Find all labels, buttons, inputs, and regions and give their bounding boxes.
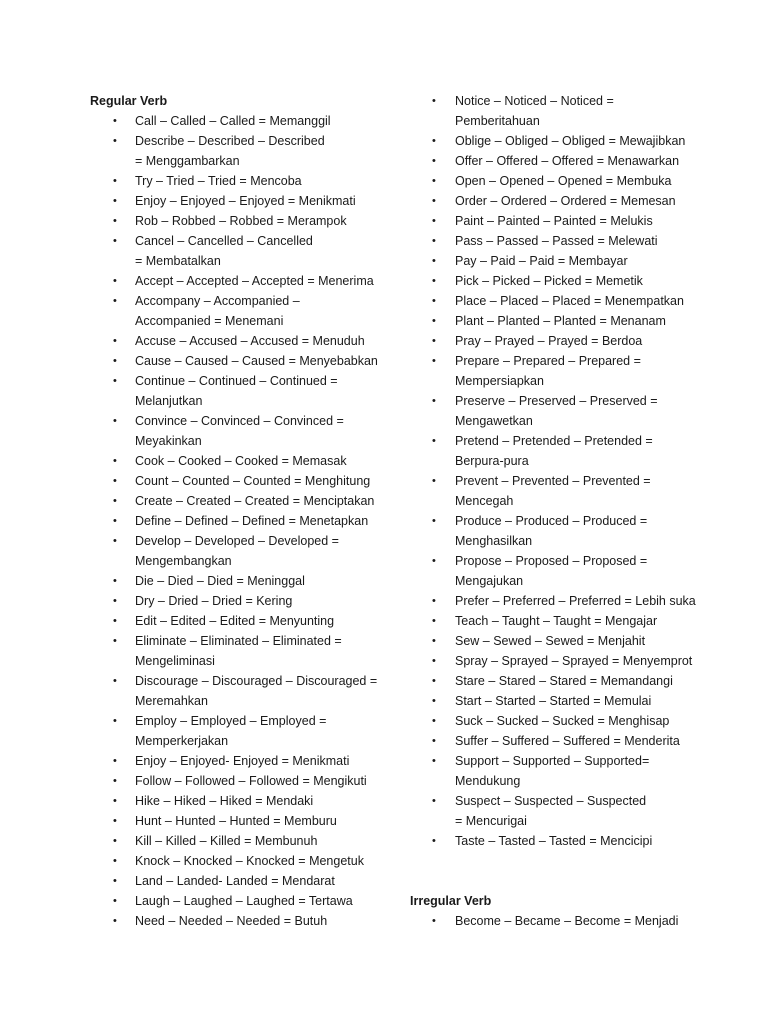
verb-list-item	[410, 831, 710, 851]
irregular-verb-list	[410, 911, 710, 931]
verb-entry-text: Suffer – Suffered – Suffered = Menderita	[455, 734, 680, 748]
bullet-icon: •	[432, 295, 436, 307]
verb-list-item	[90, 271, 400, 291]
verb-entry-text: Stare – Stared – Stared = Memandangi	[455, 674, 673, 688]
verb-list-item	[410, 171, 710, 191]
verb-entry-text: Die – Died – Died = Meninggal	[135, 574, 305, 588]
verb-list-item	[90, 131, 400, 171]
bullet-icon: •	[113, 475, 117, 487]
verb-list-item	[90, 831, 400, 851]
verb-list-item	[90, 531, 400, 571]
regular-verb-list	[90, 111, 400, 931]
bullet-icon: •	[113, 115, 117, 127]
verb-entry-text: Hike – Hiked – Hiked = Mendaki	[135, 794, 314, 808]
verb-entry-text: Mengembangkan	[135, 554, 232, 568]
verb-list-item	[410, 791, 710, 831]
bullet-icon: •	[113, 495, 117, 507]
verb-entry-text: Start – Started – Started = Memulai	[455, 694, 652, 708]
verb-list-item	[410, 911, 710, 931]
bullet-icon: •	[113, 715, 117, 727]
verb-list-item	[410, 271, 710, 291]
verb-list-item	[410, 251, 710, 271]
bullet-icon: •	[113, 615, 117, 627]
verb-list-item	[410, 471, 710, 511]
verb-entry-text: Prevent – Prevented – Prevented =	[455, 474, 651, 488]
bullet-icon: •	[432, 175, 436, 187]
verb-entry-text: Discourage – Discouraged – Discouraged =	[135, 674, 378, 688]
verb-list-item	[90, 231, 400, 271]
verb-list-item	[90, 111, 400, 131]
verb-entry-text: Develop – Developed – Developed =	[135, 534, 339, 548]
verb-entry-text: Produce – Produced – Produced =	[455, 514, 648, 528]
verb-entry-text: Land – Landed- Landed = Mendarat	[135, 874, 335, 888]
bullet-icon: •	[432, 435, 436, 447]
verb-entry-text: Mendukung	[455, 774, 521, 788]
verb-entry-text: Sew – Sewed – Sewed = Menjahit	[455, 634, 646, 648]
verb-entry-text: Pemberitahuan	[455, 114, 540, 128]
verb-list-item	[410, 671, 710, 691]
bullet-icon: •	[113, 515, 117, 527]
bullet-icon: •	[432, 275, 436, 287]
bullet-icon: •	[113, 915, 117, 927]
verb-entry-text: Create – Created – Created = Menciptakan	[135, 494, 375, 508]
verb-list-item	[90, 871, 400, 891]
bullet-icon: •	[432, 675, 436, 687]
bullet-icon: •	[113, 215, 117, 227]
bullet-icon: •	[113, 455, 117, 467]
verb-entry-text: Pray – Prayed – Prayed = Berdoa	[455, 334, 643, 348]
bullet-icon: •	[113, 295, 117, 307]
verb-entry-text: Follow – Followed – Followed = Mengikuti	[135, 774, 367, 788]
verb-entry-text: Need – Needed – Needed = Butuh	[135, 914, 328, 928]
verb-list-item	[90, 511, 400, 531]
bullet-icon: •	[432, 835, 436, 847]
verb-entry-text: Cause – Caused – Caused = Menyebabkan	[135, 354, 378, 368]
bullet-icon: •	[113, 135, 117, 147]
verb-list-item	[90, 851, 400, 871]
bullet-icon: •	[113, 775, 117, 787]
verb-list-item	[410, 91, 710, 131]
verb-list-item	[90, 771, 400, 791]
verb-entry-text: Prepare – Prepared – Prepared =	[455, 354, 641, 368]
verb-entry-text: Accompany – Accompanied –	[135, 294, 300, 308]
verb-list-item	[410, 691, 710, 711]
verb-list-item	[410, 291, 710, 311]
verb-list-item	[90, 591, 400, 611]
verb-entry-text: Teach – Taught – Taught = Mengajar	[455, 614, 658, 628]
bullet-icon: •	[113, 835, 117, 847]
verb-entry-text: Dry – Dried – Dried = Kering	[135, 594, 293, 608]
bullet-icon: •	[432, 915, 436, 927]
verb-entry-text: Berpura-pura	[455, 454, 529, 468]
left-column	[90, 91, 400, 931]
verb-list-item	[90, 671, 400, 711]
verb-list-item	[90, 751, 400, 771]
verb-entry-text: Taste – Tasted – Tasted = Mencicipi	[455, 834, 653, 848]
verb-entry-text: Accept – Accepted – Accepted = Menerima	[135, 274, 374, 288]
verb-list-item	[410, 351, 710, 391]
verb-entry-text: Pretend – Pretended – Pretended =	[455, 434, 653, 448]
bullet-icon: •	[113, 855, 117, 867]
bullet-icon: •	[113, 795, 117, 807]
verb-entry-text: Suspect – Suspected – Suspected	[455, 794, 647, 808]
verb-entry-text: Place – Placed – Placed = Menempatkan	[455, 294, 684, 308]
verb-list-item	[90, 911, 400, 931]
verb-entry-text: Mengajukan	[455, 574, 524, 588]
bullet-icon: •	[432, 335, 436, 347]
verb-list-item	[90, 411, 400, 451]
verb-list-item	[90, 331, 400, 351]
verb-entry-text: Hunt – Hunted – Hunted = Memburu	[135, 814, 337, 828]
verb-list-item	[90, 611, 400, 631]
verb-entry-text: Accompanied = Menemani	[135, 314, 284, 328]
bullet-icon: •	[432, 215, 436, 227]
bullet-icon: •	[113, 355, 117, 367]
bullet-icon: •	[432, 135, 436, 147]
verb-entry-text: Offer – Offered – Offered = Menawarkan	[455, 154, 680, 168]
verb-list-item	[410, 191, 710, 211]
bullet-icon: •	[113, 175, 117, 187]
bullet-icon: •	[113, 195, 117, 207]
verb-entry-text: Prefer – Preferred – Preferred = Lebih suka	[455, 594, 696, 608]
bullet-icon: •	[113, 375, 117, 387]
bullet-icon: •	[432, 235, 436, 247]
irregular-verb-heading: Irregular Verb	[410, 894, 492, 908]
verb-list-item	[90, 171, 400, 191]
bullet-icon: •	[432, 475, 436, 487]
verb-entry-text: Pick – Picked – Picked = Memetik	[455, 274, 643, 288]
verb-list-item	[90, 571, 400, 591]
bullet-icon: •	[113, 235, 117, 247]
verb-entry-text: Propose – Proposed – Proposed =	[455, 554, 648, 568]
verb-list-item	[410, 731, 710, 751]
bullet-icon: •	[432, 655, 436, 667]
verb-entry-text: = Membatalkan	[135, 254, 221, 268]
verb-entry-text: Melanjutkan	[135, 394, 203, 408]
verb-list-item	[410, 311, 710, 331]
bullet-icon: •	[432, 515, 436, 527]
bullet-icon: •	[432, 635, 436, 647]
bullet-icon: •	[113, 275, 117, 287]
bullet-icon: •	[113, 815, 117, 827]
bullet-icon: •	[113, 675, 117, 687]
verb-list-item	[410, 151, 710, 171]
verb-list-item	[90, 371, 400, 411]
verb-entry-text: Suck – Sucked – Sucked = Menghisap	[455, 714, 670, 728]
verb-entry-text: Call – Called – Called = Memanggil	[135, 114, 331, 128]
verb-list-item	[90, 451, 400, 471]
verb-entry-text: Pass – Passed – Passed = Melewati	[455, 234, 658, 248]
bullet-icon: •	[432, 615, 436, 627]
verb-list-item	[90, 471, 400, 491]
verb-list-item	[90, 711, 400, 751]
verb-list-item	[90, 791, 400, 811]
bullet-icon: •	[113, 415, 117, 427]
verb-entry-text: Edit – Edited – Edited = Menyunting	[135, 614, 335, 628]
verb-entry-text: Notice – Noticed – Noticed =	[455, 94, 614, 108]
bullet-icon: •	[432, 755, 436, 767]
bullet-icon: •	[432, 395, 436, 407]
bullet-icon: •	[113, 875, 117, 887]
verb-entry-text: Meremahkan	[135, 694, 208, 708]
verb-entry-text: Rob – Robbed – Robbed = Merampok	[135, 214, 347, 228]
verb-entry-text: Support – Supported – Supported=	[455, 754, 650, 768]
bullet-icon: •	[432, 155, 436, 167]
verb-entry-text: Cancel – Cancelled – Cancelled	[135, 234, 313, 248]
verb-entry-text: Convince – Convinced – Convinced =	[135, 414, 344, 428]
bullet-icon: •	[113, 575, 117, 587]
verb-entry-text: Laugh – Laughed – Laughed = Tertawa	[135, 894, 353, 908]
bullet-icon: •	[432, 95, 436, 107]
verb-entry-text: Describe – Described – Described	[135, 134, 325, 148]
verb-list-item	[90, 491, 400, 511]
verb-entry-text: Continue – Continued – Continued =	[135, 374, 338, 388]
verb-entry-text: Define – Defined – Defined = Menetapkan	[135, 514, 369, 528]
verb-entry-text: Mengawetkan	[455, 414, 533, 428]
verb-list-item	[410, 211, 710, 231]
bullet-icon: •	[432, 315, 436, 327]
verb-list-item	[410, 611, 710, 631]
bullet-icon: •	[432, 595, 436, 607]
verb-entry-text: Meyakinkan	[135, 434, 202, 448]
verb-entry-text: Enjoy – Enjoyed – Enjoyed = Menikmati	[135, 194, 356, 208]
section-spacer	[410, 851, 710, 891]
verb-list-item	[90, 291, 400, 331]
bullet-icon: •	[113, 635, 117, 647]
verb-entry-text: Paint – Painted – Painted = Melukis	[455, 214, 653, 228]
verb-list-item	[90, 191, 400, 211]
regular-verb-list-continued	[410, 91, 710, 851]
verb-entry-text: Accuse – Accused – Accused = Menuduh	[135, 334, 365, 348]
verb-list-item	[90, 631, 400, 671]
verb-entry-text: Order – Ordered – Ordered = Memesan	[455, 194, 676, 208]
bullet-icon: •	[432, 355, 436, 367]
verb-entry-text: Mempersiapkan	[455, 374, 544, 388]
verb-entry-text: = Mencurigai	[455, 814, 527, 828]
bullet-icon: •	[432, 715, 436, 727]
bullet-icon: •	[113, 535, 117, 547]
verb-list-item	[410, 331, 710, 351]
verb-entry-text: Enjoy – Enjoyed- Enjoyed = Menikmati	[135, 754, 350, 768]
bullet-icon: •	[432, 555, 436, 567]
verb-entry-text: Employ – Employed – Employed =	[135, 714, 327, 728]
verb-entry-text: Spray – Sprayed – Sprayed = Menyemprot	[455, 654, 693, 668]
verb-list-item	[410, 631, 710, 651]
verb-entry-text: Eliminate – Eliminated – Eliminated =	[135, 634, 342, 648]
verb-entry-text: Count – Counted – Counted = Menghitung	[135, 474, 371, 488]
bullet-icon: •	[432, 735, 436, 747]
bullet-icon: •	[432, 795, 436, 807]
verb-list-item	[90, 351, 400, 371]
right-column	[410, 91, 710, 931]
verb-list-item	[410, 551, 710, 591]
verb-list-item	[410, 751, 710, 791]
bullet-icon: •	[113, 895, 117, 907]
verb-entry-text: Knock – Knocked – Knocked = Mengetuk	[135, 854, 364, 868]
verb-list-item	[90, 211, 400, 231]
verb-entry-text: Menghasilkan	[455, 534, 533, 548]
verb-list-item	[410, 511, 710, 551]
verb-list-item	[410, 231, 710, 251]
bullet-icon: •	[432, 195, 436, 207]
verb-entry-text: Memperkerjakan	[135, 734, 229, 748]
verb-entry-text: Preserve – Preserved – Preserved =	[455, 394, 658, 408]
verb-list-item	[410, 711, 710, 731]
bullet-icon: •	[113, 595, 117, 607]
verb-list-item	[410, 431, 710, 471]
verb-list-item	[410, 591, 710, 611]
verb-entry-text: Open – Opened – Opened = Membuka	[455, 174, 672, 188]
verb-entry-text: = Menggambarkan	[135, 154, 240, 168]
bullet-icon: •	[432, 695, 436, 707]
verb-entry-text: Cook – Cooked – Cooked = Memasak	[135, 454, 347, 468]
verb-list-item	[410, 131, 710, 151]
verb-entry-text: Mengeliminasi	[135, 654, 215, 668]
verb-entry-text: Kill – Killed – Killed = Membunuh	[135, 834, 318, 848]
verb-list-item	[90, 891, 400, 911]
verb-list-item	[410, 651, 710, 671]
verb-list-item	[410, 391, 710, 431]
bullet-icon: •	[113, 755, 117, 767]
verb-entry-text: Mencegah	[455, 494, 514, 508]
verb-entry-text: Become – Became – Become = Menjadi	[455, 914, 679, 928]
verb-entry-text: Plant – Planted – Planted = Menanam	[455, 314, 666, 328]
verb-list-item	[90, 811, 400, 831]
bullet-icon: •	[113, 335, 117, 347]
verb-entry-text: Try – Tried – Tried = Mencoba	[135, 174, 302, 188]
bullet-icon: •	[432, 255, 436, 267]
verb-entry-text: Oblige – Obliged – Obliged = Mewajibkan	[455, 134, 686, 148]
regular-verb-heading: Regular Verb	[90, 94, 168, 108]
verb-entry-text: Pay – Paid – Paid = Membayar	[455, 254, 628, 268]
